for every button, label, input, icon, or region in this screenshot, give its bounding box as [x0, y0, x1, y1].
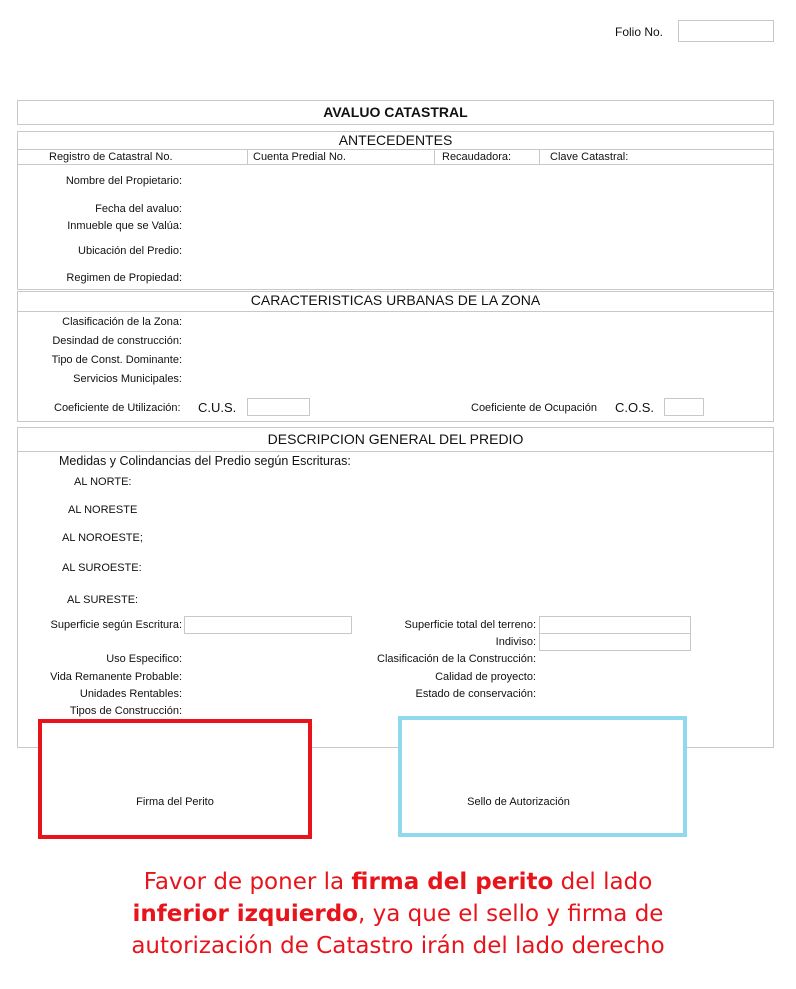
divider — [17, 149, 774, 150]
zona-heading: CARACTERISTICAS URBANAS DE LA ZONA — [250, 292, 541, 308]
field-propietario: Nombre del Propietario: — [65, 175, 182, 187]
field-tipo-const: Tipo de Const. Dominante: — [51, 354, 182, 366]
colindancia-norte: AL NORTE: — [74, 476, 132, 488]
instruction-note — [0, 866, 796, 962]
note-line-3: autorización de Catastro irán del lado derecho — [131, 933, 665, 959]
note-emphasis: firma del perito — [351, 869, 554, 895]
firma-perito-label: Firma del Perito — [136, 796, 214, 808]
divider — [247, 149, 248, 164]
field-unidades-rentables: Unidades Rentables: — [79, 688, 182, 700]
divider — [539, 149, 540, 164]
cos-abbr: C.O.S. — [615, 400, 655, 415]
colindancia-noreste: AL NORESTE — [68, 504, 138, 516]
note-text: , ya que el sello y firma de — [358, 901, 664, 927]
field-fecha: Fecha del avaluo: — [95, 203, 182, 215]
medidas-label: Medidas y Colindancias del Predio según Escrituras: — [59, 454, 351, 468]
col-registro: Registro de Catastral No. — [49, 151, 173, 163]
indiviso-input[interactable] — [539, 633, 691, 651]
indiviso-label: Indiviso: — [495, 636, 536, 648]
field-vida-remanente: Vida Remanente Probable: — [50, 671, 182, 683]
field-regimen: Regimen de Propiedad: — [66, 272, 182, 284]
note-text: del lado — [553, 869, 653, 895]
superficie-total-label: Superficie total del terreno: — [404, 619, 536, 631]
superficie-escritura-label: Superficie según Escritura: — [50, 619, 182, 631]
note-line-2 — [0, 898, 796, 930]
cus-input[interactable] — [247, 398, 310, 416]
field-inmueble: Inmueble que se Valúa: — [67, 220, 182, 232]
field-uso-especifico: Uso Especifico: — [106, 653, 182, 665]
note-text: Favor de poner la — [143, 869, 352, 895]
sello-autorizacion-box[interactable] — [398, 716, 687, 837]
sello-autorizacion-label: Sello de Autorización — [467, 796, 570, 808]
page-title: AVALUO CATASTRAL — [323, 104, 468, 120]
folio-label: Folio No. — [615, 25, 664, 39]
col-cuenta-predial: Cuenta Predial No. — [253, 151, 346, 163]
colindancia-suroeste: AL SUROESTE: — [62, 562, 142, 574]
field-densidad: Desindad de construcción: — [52, 335, 182, 347]
col-recaudadora: Recaudadora: — [442, 151, 512, 163]
folio-input[interactable] — [678, 20, 774, 42]
antecedentes-heading: ANTECEDENTES — [338, 132, 453, 148]
col-clave-catastral: Clave Catastral: — [550, 151, 629, 163]
field-calidad-proyecto: Calidad de proyecto: — [435, 671, 536, 683]
divider — [17, 164, 774, 165]
cos-label: Coeficiente de Ocupación — [471, 402, 597, 414]
divider — [17, 451, 774, 452]
firma-perito-box[interactable] — [38, 719, 312, 839]
field-servicios: Servicios Municipales: — [73, 373, 182, 385]
note-line-1 — [0, 866, 796, 898]
colindancia-sureste: AL SURESTE: — [67, 594, 139, 606]
cus-label: Coeficiente de Utilización: — [54, 402, 181, 414]
colindancia-noroeste: AL NOROESTE; — [62, 532, 143, 544]
field-ubicacion: Ubicación del Predio: — [78, 245, 182, 257]
superficie-total-input[interactable] — [539, 616, 691, 634]
predio-heading: DESCRIPCION GENERAL DEL PREDIO — [267, 431, 524, 447]
cos-input[interactable] — [664, 398, 704, 416]
note-emphasis: inferior izquierdo — [132, 901, 358, 927]
field-clasificacion-zona: Clasificación de la Zona: — [62, 316, 182, 328]
divider — [434, 149, 435, 164]
divider — [17, 311, 774, 312]
field-tipos-construccion: Tipos de Construcción: — [69, 705, 182, 717]
field-clasificacion-construccion: Clasificación de la Construcción: — [377, 653, 536, 665]
field-estado-conservacion: Estado de conservación: — [415, 688, 536, 700]
cus-abbr: C.U.S. — [198, 400, 237, 415]
